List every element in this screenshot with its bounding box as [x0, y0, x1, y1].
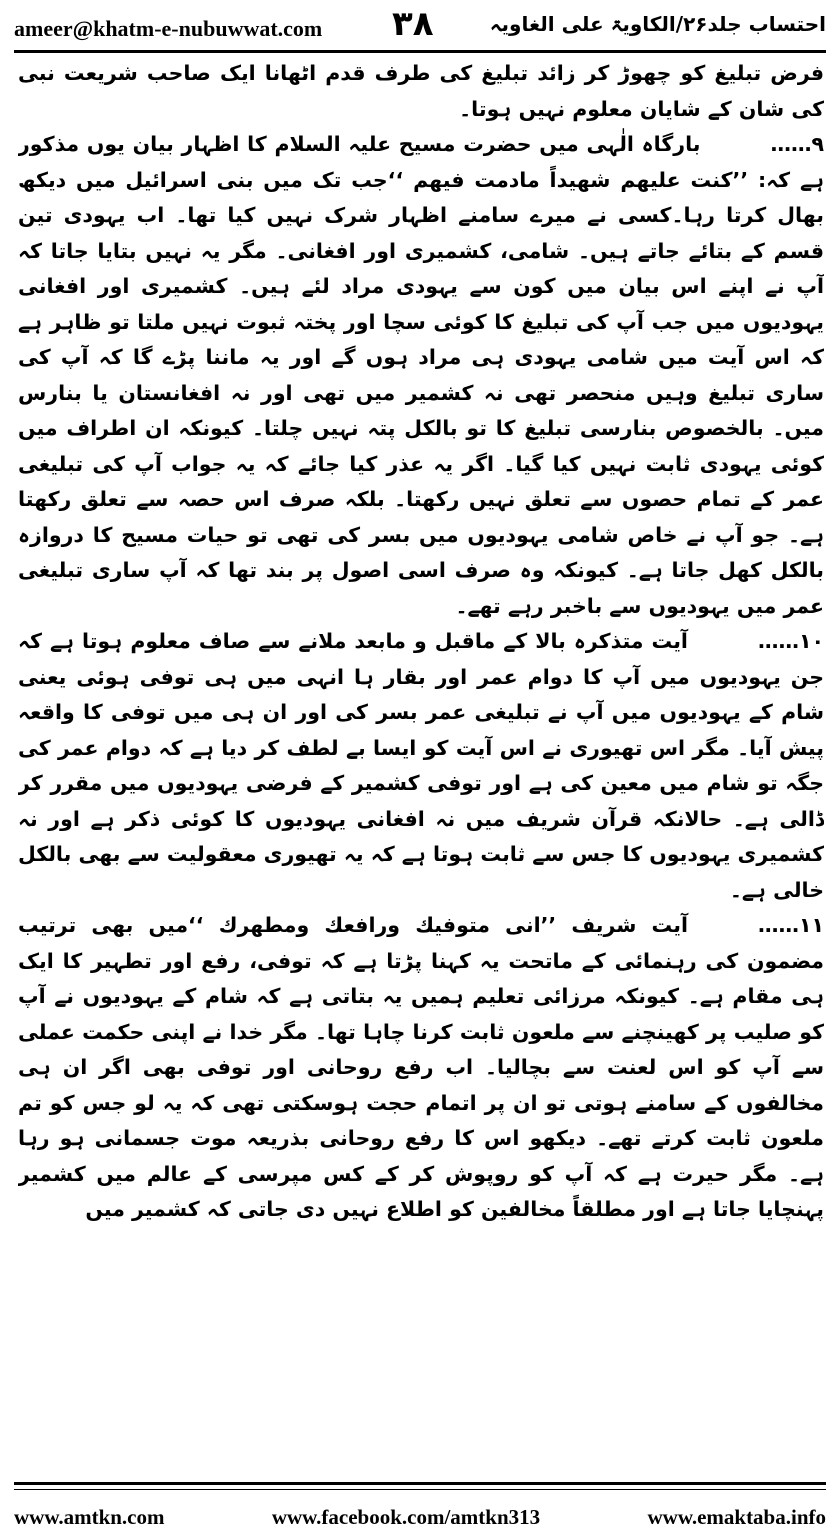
- paragraph-9: [18, 127, 824, 624]
- footer-divider-thick: [14, 1482, 826, 1485]
- paragraph-text: آیت متذکرہ بالا کے ماقبل و مابعد ملانے سے صاف معلوم ہوتا ہے کہ جن یہودیوں میں آپ کا دوام عمر اور بقار ہا انہی میں ہی توفی ہوئی یعنی شام کے یہودیوں میں آپ نے تبلیغی عمر بسر کی اور ان ہی میں توفی کا واقعہ پیش آیا۔ مگر اس تھیوری نے اس آیت کو ایسا بے لطف کر دیا ہے کہ دوام عمر کی جگہ تو شام میں معین کی ہے اور توفی کشمیر کے فرضی یہودیوں میں مقرر کر ڈالی ہے۔ حالانکہ قرآن شریف میں نہ افغانی یہودیوں کا کوئی ذکر ہے اور نہ کشمیری یہودیوں کا جس سے ثابت ہوتا ہے کہ یہ تھیوری معقولیت سے بھی بالکل خالی ہے۔: [18, 629, 824, 902]
- paragraph-continuation: [18, 56, 824, 127]
- book-title: احتساب جلد۲۶/الکاویۃ علی الغاویہ: [489, 12, 826, 36]
- paragraph-number: ۱۱……: [757, 913, 824, 937]
- footer-link-amtkn[interactable]: www.amtkn.com: [14, 1504, 165, 1529]
- paragraph-text: فرض تبلیغ کو چھوڑ کر زائد تبلیغ کی طرف قدم اٹھانا ایک صاحب شریعت نبی کی شان کے شایان معلوم نہیں ہوتا۔: [18, 61, 824, 121]
- footer-link-facebook[interactable]: www.facebook.com/amtkn313: [271, 1504, 541, 1529]
- paragraph-number: ۹……: [770, 132, 824, 156]
- paragraph-10: [18, 624, 824, 908]
- footer-link-emaktaba[interactable]: www.emaktaba.info: [647, 1504, 826, 1529]
- header-divider: [14, 50, 826, 53]
- footer-divider-thin: [14, 1489, 826, 1490]
- page-number: ۳۸: [392, 4, 434, 44]
- paragraph-text: بارگاہ الٰہی میں حضرت مسیح علیہ السلام کا اظہار بیان یوں مذکور ہے کہ: ’’کنت علیهم شهیداً مادمت فیهم ‘‘جب تک میں بنی اسرائیل میں دیکھ بھال کرتا رہا۔کسی نے میرے سامنے اظہار شرک نہیں کیا تھا۔ اب یہودی تین قسم کے بتائے جاتے ہیں۔ شامی، کشمیری اور افغانی۔ مگر یہ نہیں بتایا جاتا کہ آپ نے اپنے اس بیان میں کون سے یہودی مراد لئے ہیں۔ کشمیری اور افغانی یہودیوں میں جب آپ کی تبلیغ کا کوئی سچا اور پختہ ثبوت نہیں ملتا تو ظاہر ہے کہ اس آیت میں شامی یہودی ہی مراد ہوں گے اور یہ ماننا پڑے گا کہ آپ کی ساری تبلیغ وہیں منحصر تھی نہ کشمیر میں تھی اور نہ افغانستان یا بنارس میں۔ بالخصوص بنارسی تبلیغ کا تو بالکل پتہ نہیں چلتا۔ کیونکہ ان اطراف میں کوئی یہودی ثابت نہیں کیا گیا۔ اگر یہ عذر کیا جائے کہ یہ جواب آپ کی تبلیغی عمر کے تمام حصوں سے تعلق نہیں رکھتا۔ بلکہ صرف اس حصہ سے تعلق رکھتا ہے۔ جو آپ نے خاص شامی یہودیوں میں بسر کی تھی تو حیات مسیح کا دروازہ بالکل کھل جاتا ہے۔ کیونکہ وہ صرف اسی اصول پر بند تھا کہ آپ ساری تبلیغی عمر میں یہودیوں سے باخبر رہے تھے۔: [18, 132, 824, 618]
- page-header: [14, 4, 826, 46]
- header-email: ameer@khatm-e-nubuwwat.com: [14, 16, 323, 41]
- paragraph-number: ۱۰……: [757, 629, 824, 653]
- page-footer: [14, 1500, 826, 1534]
- page-body: [18, 56, 824, 1456]
- paragraph-text: آیت شریف ’’انی متوفیك ورافعك ومطهرك ‘‘میں بھی ترتیب مضمون کی رہنمائی کے ماتحت یہ کہنا پڑتا ہے کہ توفی، رفع اور تطہیر کا ایک ہی مقام ہے۔ کیونکہ مرزائی تعلیم ہمیں یہ بتاتی ہے کہ شام کے یہودیوں نے آپ کو صلیب پر کھینچنے سے ملعون ثابت کرنا چاہا تھا۔ مگر خدا نے اپنی حکمت عملی سے آپ کو اس لعنت سے بچالیا۔ اب رفع روحانی اور توفی بھی اگر ان ہی مخالفوں کے سامنے ہوتی تو ان پر اتمام حجت ہوسکتی تھی کہ یہ لو جس کو تم ملعون ثابت کرتے تھے۔ دیکھو اس کا رفع روحانی بذریعہ موت جسمانی ہو رہا ہے۔ مگر حیرت ہے کہ آپ کو روپوش کر کے کس مپرسی کے عالم میں کشمیر پہنچایا جاتا ہے اور مطلقاً مخالفین کو اطلاع نہیں دی جاتی کہ کشمیر میں: [18, 913, 824, 1221]
- paragraph-11: [18, 908, 824, 1228]
